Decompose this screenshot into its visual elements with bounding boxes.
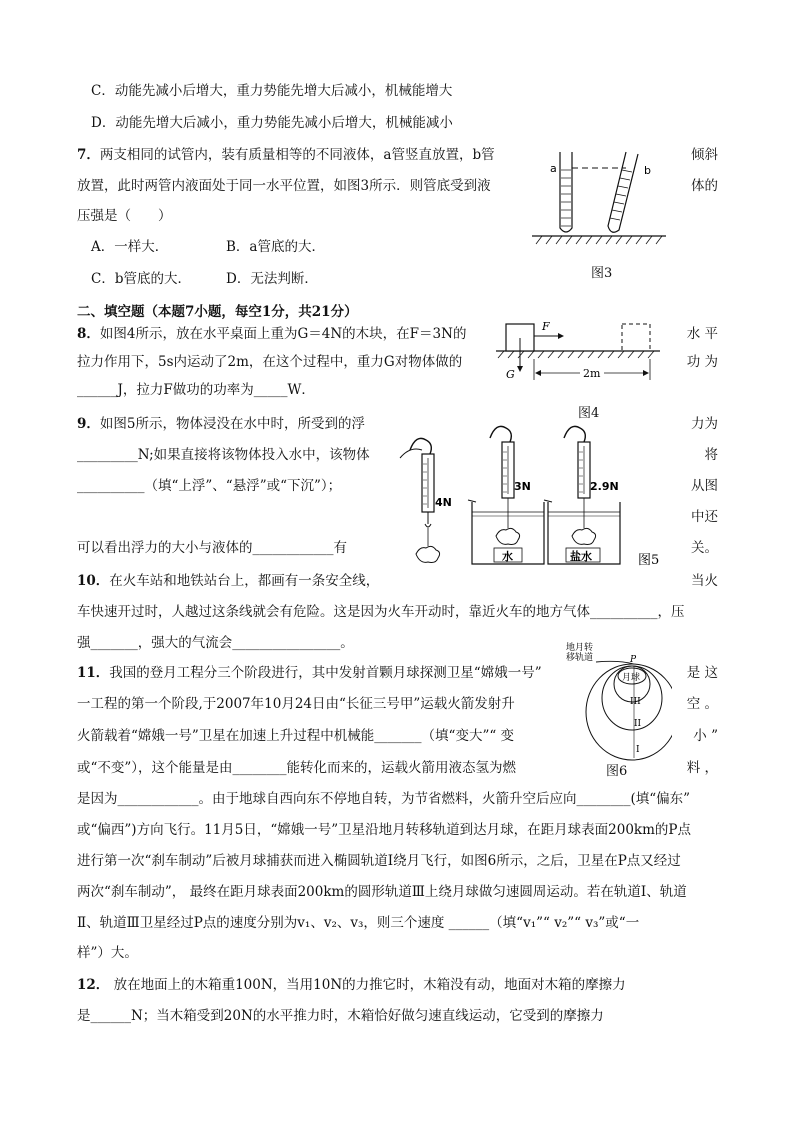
- q7-line1: [77, 146, 495, 164]
- q11-line1-tail: 是 这: [686, 665, 718, 681]
- q7-line2: 放置，此时两管内液面处于同一水平位置，如图3所示．则管底受到液: [77, 178, 491, 194]
- q7-line3: 压强是（ ）: [77, 208, 172, 224]
- fig3-label-a: a: [550, 162, 557, 175]
- fig6-label-II: II: [634, 719, 642, 729]
- fig6-label-III: III: [630, 697, 641, 707]
- fig5-caption: 图5: [638, 553, 660, 568]
- q9-number: 9．: [77, 416, 100, 432]
- q9-line2: _________N;如果直接将该物体投入水中，该物体: [77, 447, 370, 463]
- q9-line4-tail: 中还: [691, 509, 718, 525]
- q11-line9: Ⅱ、轨道Ⅲ卫星经过P点的速度分别为v₁、v₂、v₃，则三个速度 ______（填“v₁”“ v₂”“ v₃”或“一: [77, 915, 640, 931]
- q11-line2-tail: 空 。: [686, 696, 718, 712]
- fig4-caption: 图4: [578, 406, 600, 421]
- q11-text-1: 我国的登月工程分三个阶段进行，其中发射首颗月球探测卫星“嫦娥一号”: [109, 665, 542, 681]
- q9-line1-tail: 力为: [691, 416, 718, 432]
- fig6-transfer-label-1: 地月转: [566, 643, 594, 653]
- q8-text-1: 如图4所示，放在水平桌面上重为G＝4N的木块，在F＝3N的: [99, 326, 467, 342]
- q12-line1: [77, 976, 626, 994]
- q7-line1-tail: 倾斜: [691, 147, 718, 163]
- q7-line2-tail: 体的: [691, 178, 718, 194]
- q11-line5: 是因为____________。由于地球自西向东不停地自转，为节省燃料，火箭升空后应向________(填“偏东”: [77, 791, 691, 807]
- fig6-moon-label: 月球: [622, 673, 641, 683]
- q7-option-d: D．无法判断．: [226, 271, 318, 287]
- q10-text-1: 在火车站和地铁站台上，都画有一条安全线，: [109, 573, 380, 589]
- q8-line2: 拉力作用下，5s内运动了2m，在这个过程中，重力G对物体做的: [77, 354, 463, 370]
- q11-line10: 样”）大。: [77, 945, 138, 961]
- q8-line2-tail: 功 为: [686, 354, 718, 370]
- fig5-balance-brine: [544, 426, 620, 564]
- q7-option-b: B．a管底的大．: [226, 239, 325, 255]
- q10-line2: 车快速开过时，人越过这条线就会有危险。这是因为火车开动时，靠近火车的地方气体__________，压: [77, 604, 685, 620]
- q7-text-1: 两支相同的试管内，装有质量相等的不同液体，a管竖直放置，b管: [99, 147, 495, 163]
- q11-line4: 或“不变”），这个能量是由________能转化而来的，运载火箭用液态氢为燃: [77, 760, 517, 776]
- figure-4-block-diagram: [494, 318, 664, 390]
- q11-line6: 或“偏西”)方向飞行。11月5日，“嫦娥一号”卫星沿地月转移轨道到达月球，在距月球表面200km的P点: [77, 822, 691, 838]
- q12-text-1: 放在地面上的木箱重100N，当用10N的力推它时，木箱没有动，地面对木箱的摩擦力: [109, 977, 626, 993]
- section-2-heading: 二、填空题（本题7小题，每空1分，共21分）: [77, 304, 358, 320]
- q8-line1: [77, 325, 466, 343]
- figure-5-spring-balances: [392, 420, 662, 570]
- q7-number: 7．: [77, 147, 100, 163]
- fig5-water-label: 水: [502, 550, 513, 563]
- q10-line3: 强_______，强大的气流会________________。: [77, 635, 354, 651]
- q11-line8: 两次“刹车制动”， 最终在距月球表面200km的圆形轨道Ⅲ上绕月球做匀速圆周运动。若在轨道Ⅰ、轨道: [77, 884, 687, 900]
- q12-number: 12．: [77, 977, 110, 993]
- figure-6-lunar-orbits: [562, 640, 672, 780]
- fig6-transfer-label-2: 移轨道: [566, 653, 594, 663]
- q12-line2: 是______N；当木箱受到20N的水平推力时，木箱恰好做匀速直线运动，它受到的摩擦力: [77, 1008, 604, 1024]
- fig6-caption: 图6: [606, 764, 628, 779]
- q10-line1: [77, 572, 379, 590]
- q11-line2: 一工程的第一个阶段,于2007年10月24日由“长征三号甲”运载火箭发射升: [77, 696, 515, 712]
- fig4-distance-label: 2m: [583, 367, 601, 380]
- fig3-caption: 图3: [591, 266, 613, 281]
- fig4-label-F: F: [542, 320, 550, 333]
- q8-line3: ______J，拉力F做功的功率为_____W．: [77, 382, 315, 398]
- q6-option-d: D．动能先增大后减小，重力势能先减小后增大，机械能减小: [91, 115, 453, 131]
- fig5-reading-3: 2.9N: [590, 480, 619, 493]
- fig5-balance-water: [468, 426, 544, 564]
- q11-line1: [77, 664, 542, 682]
- figure-3-test-tubes: [530, 148, 670, 248]
- q9-line5-tail: 关。: [691, 540, 718, 556]
- q6-option-c: C．动能先减小后增大，重力势能先增大后减小，机械能增大: [91, 83, 453, 99]
- q9-line3-tail: 从图: [691, 478, 718, 494]
- q11-line7: 进行第一次“刹车制动”后被月球捕获而进入椭圆轨道Ⅰ绕月飞行，如图6所示，之后，卫星在P点又经过: [77, 853, 681, 869]
- fig5-balance-air: [400, 438, 452, 562]
- fig5-reading-2: 3N: [514, 480, 531, 493]
- q9-line3: __________（填“上浮”、“悬浮”或“下沉”）；: [77, 478, 342, 494]
- q9-line2-tail: 将: [704, 447, 718, 463]
- q11-line3: 火箭载着“嫦娥一号”卫星在加速上升过程中机械能_______（填“变大”“ 变: [77, 728, 515, 744]
- q10-line1-tail: 当火: [691, 573, 718, 589]
- q10-number: 10．: [77, 573, 110, 589]
- q9-line5: 可以看出浮力的大小与液体的____________有: [77, 540, 347, 556]
- q7-option-a: A．一样大．: [91, 239, 169, 255]
- q9-line1: [77, 415, 365, 433]
- q8-number: 8．: [77, 326, 100, 342]
- fig3-label-b: b: [644, 164, 651, 177]
- fig6-point-P: P: [630, 655, 637, 665]
- q11-line3-tail: 小 ”: [693, 728, 718, 744]
- q9-text-1: 如图5所示，物体浸没在水中时，所受到的浮: [99, 416, 365, 432]
- q7-option-c: C．b管底的大．: [91, 271, 191, 287]
- q11-number: 11．: [77, 665, 110, 681]
- q11-line4-tail: 料 ，: [686, 760, 718, 776]
- fig4-label-G: G: [506, 368, 515, 381]
- fig6-label-I: I: [636, 745, 640, 755]
- fig5-brine-label: 盐水: [570, 550, 592, 563]
- fig5-reading-1: 4N: [435, 496, 452, 509]
- q8-line1-tail: 水 平: [686, 326, 718, 342]
